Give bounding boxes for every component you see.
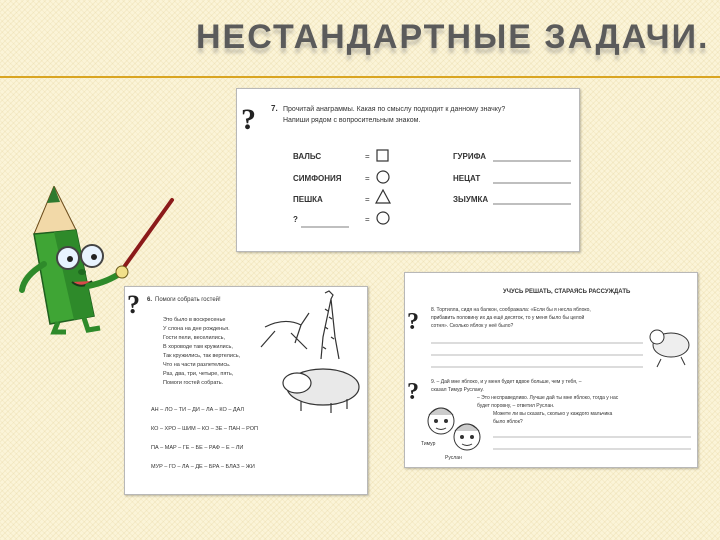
triangle-icon: [376, 190, 390, 203]
name-label-ruslan: Руслан: [445, 455, 462, 461]
poem-line: Раз, два, три, четыре, пять,: [163, 371, 234, 377]
task8-line: сотня». Сколько яблок у неё было?: [431, 323, 514, 329]
boy-timur-drawing-icon: [428, 408, 454, 434]
square-icon: [377, 150, 388, 161]
poem-line: У слона на дне рожденья.: [163, 326, 230, 332]
task8-line: прибавить половину их да ещё десяток, то у меня было бы целой: [431, 315, 585, 321]
question-mark-icon: ?: [407, 309, 419, 335]
poem-line: Так кружились, так вертелись,: [163, 353, 241, 359]
question-mark-icon: ?: [127, 290, 140, 319]
equals-sign: =: [365, 195, 370, 204]
anagram-word: ПЕШКА: [293, 195, 323, 204]
slide-title: НЕСТАНДАРТНЫЕ ЗАДАЧИ.: [196, 18, 710, 56]
section-header: УЧУСЬ РЕШАТЬ, СТАРАЯСЬ РАССУЖДАТЬ: [503, 289, 631, 295]
circle-icon: [377, 171, 389, 183]
poem-line: Помоги гостей собрать.: [163, 380, 224, 386]
turtle-drawing-icon: [650, 330, 689, 367]
antelope-drawing-icon: [261, 313, 309, 349]
poem-line: Что на части разлетелись.: [163, 362, 231, 368]
task8-line: 8. Тортилла, сидя на балкон, соображала: «Если бы я несла яблоко,: [431, 307, 591, 313]
boy-ruslan-drawing-icon: [454, 424, 480, 450]
syllable-row: АН – ЛО – ТИ – ДИ – ЛА – КО – ДАЛ: [151, 407, 245, 413]
anagram-word: НЕЦАТ: [453, 174, 481, 183]
poem-line: Это было в воскресенье: [163, 317, 226, 323]
task-number: 6.: [147, 297, 153, 303]
worksheet-anagrams: [236, 88, 580, 252]
anagram-word: СИМФОНИЯ: [293, 174, 342, 183]
task9-line: сказал Тимур Руслану.: [431, 387, 484, 393]
task9-line: – Это несправедливо. Лучше дай ты мне яблоко, тогда у нас: [477, 395, 619, 401]
task-number: 7.: [271, 104, 278, 113]
task9-line: 9. – Дай мне яблоко, и у меня будет вдвое больше, чем у тебя, –: [431, 379, 582, 385]
syllable-row: КО – ХРО – ШИМ – КО – ЗЕ – ПАН – РОП: [151, 426, 258, 432]
question-mark-icon: ?: [241, 103, 256, 136]
task-instruction-line2: Напиши рядом с вопросительным знаком.: [283, 117, 421, 124]
poem-line: В хороводе там кружились,: [163, 344, 233, 350]
equals-sign: =: [365, 174, 370, 183]
giraffe-drawing-icon: [321, 291, 339, 359]
task9-line: Можете ли вы сказать, сколько у каждого мальчика: [493, 411, 613, 417]
equals-sign: =: [365, 215, 370, 224]
poem-line: Гости пели, веселились,: [163, 335, 225, 341]
hippo-drawing-icon: [283, 369, 359, 413]
anagram-word: ВАЛЬС: [293, 152, 322, 161]
anagram-word: ЗЫУМКА: [453, 195, 489, 204]
worksheet-guests: [124, 286, 368, 495]
task9-line: было яблок?: [493, 419, 523, 425]
question-mark-icon: ?: [407, 379, 419, 405]
anagram-word: ?: [293, 215, 298, 224]
worksheet-reasoning: [404, 272, 698, 468]
task-heading: Помоги собрать гостей!: [155, 297, 221, 303]
syllable-row: МУР – ГО – ЛА – ДЕ – БРА – БЛАЗ – ЖИ: [151, 464, 255, 470]
equals-sign: =: [365, 152, 370, 161]
task9-line: будет поровну, – ответил Руслан.: [477, 403, 555, 409]
name-label-timur: Тимур: [421, 441, 436, 447]
anagram-word: ГУРИФА: [453, 152, 487, 161]
task-instruction-line1: Прочитай анаграммы. Какая по смыслу подходит к данному значку?: [283, 106, 506, 113]
syllable-row: ПА – МАР – ГЕ – БЕ – РАФ – Е – ЛИ: [151, 445, 244, 451]
circle-icon: [377, 212, 389, 224]
title-underline: [0, 76, 720, 78]
